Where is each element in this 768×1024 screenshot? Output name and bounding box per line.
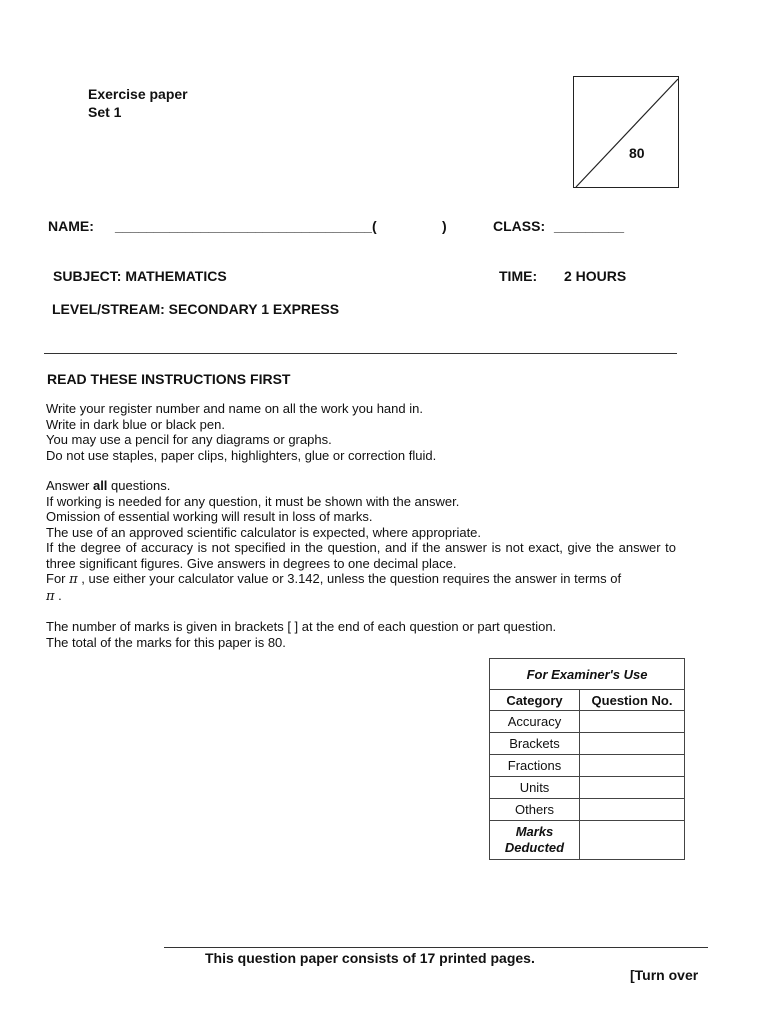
marks-deducted-line2: Deducted (504, 840, 565, 855)
instruction-line: Write in dark blue or black pen. (46, 416, 225, 432)
category-cell: Accuracy (490, 711, 580, 733)
instructions-block-2 (46, 478, 676, 604)
name-field[interactable]: _________________________________( (115, 218, 377, 234)
marks-deducted-line1: Marks (515, 824, 554, 839)
category-cell: Units (490, 777, 580, 799)
instruction-line: The use of an approved scientific calculator is expected, where appropriate. (46, 524, 482, 540)
time-label: TIME: (499, 268, 538, 284)
instructions-block-3 (46, 619, 676, 650)
footer-divider (164, 947, 708, 948)
name-label: NAME: (48, 218, 94, 234)
table-row (490, 733, 685, 755)
column-header-question-no: Question No. (580, 690, 685, 711)
question-no-cell[interactable] (580, 711, 685, 733)
register-number-close: ) (442, 218, 447, 234)
marks-deducted-cell[interactable] (580, 821, 685, 860)
marks-deducted-label (490, 821, 580, 860)
category-cell: Fractions (490, 755, 580, 777)
instruction-line: The total of the marks for this paper is 80. (46, 634, 286, 650)
instruction-accuracy: If the degree of accuracy is not specified in the question, and if the answer is not exact, give the answer to three significant figures. Give answers in degrees to one decimal place. (46, 540, 676, 571)
instruction-line: Do not use staples, paper clips, highlighters, glue or correction fluid. (46, 447, 437, 463)
subject: SUBJECT: MATHEMATICS (53, 268, 227, 284)
class-label: CLASS: (493, 218, 546, 234)
instruction-line: If working is needed for any question, it must be shown with the answer. (46, 493, 460, 509)
pi-symbol: π (69, 572, 78, 587)
table-row (490, 755, 685, 777)
total-marks: 80 (629, 145, 645, 161)
question-no-cell[interactable] (580, 777, 685, 799)
question-no-cell[interactable] (580, 755, 685, 777)
instructions-heading: READ THESE INSTRUCTIONS FIRST (47, 371, 291, 387)
paper-title-line1: Exercise paper (88, 86, 188, 102)
instruction-pi-end (46, 588, 676, 605)
time-value: 2 HOURS (564, 268, 627, 284)
column-header-category: Category (490, 690, 580, 711)
table-row (490, 777, 685, 799)
pi-pre: For (46, 571, 70, 586)
instruction-line: The number of marks is given in brackets [ ] at the end of each question or part question. (46, 619, 557, 634)
table-row (490, 711, 685, 733)
question-no-cell[interactable] (580, 799, 685, 821)
examiner-table-title: For Examiner's Use (490, 659, 685, 690)
instruction-line (46, 478, 676, 494)
class-field[interactable]: _________ (554, 218, 625, 234)
category-cell: Others (490, 799, 580, 821)
mark-box-diagonal (574, 77, 680, 189)
table-row (490, 821, 685, 860)
instruction-line: Write your register number and name on all the work you hand in. (46, 401, 423, 416)
question-no-cell[interactable] (580, 733, 685, 755)
page-count-note: This question paper consists of 17 printed pages. (205, 950, 535, 966)
paper-set: Set 1 (88, 104, 122, 120)
instructions-block-1 (46, 401, 676, 463)
answer-pre: Answer (46, 478, 93, 493)
instruction-pi (46, 571, 676, 588)
pi-symbol-end: π (46, 588, 55, 604)
answer-post: questions. (107, 478, 171, 493)
total-marks-box (573, 76, 679, 188)
paper-title (88, 85, 188, 121)
instruction-line: You may use a pencil for any diagrams or graphs. (46, 432, 332, 447)
instruction-line: Omission of essential working will result in loss of marks. (46, 509, 373, 524)
table-row (490, 799, 685, 821)
answer-all-emphasis: all (92, 478, 108, 493)
pi-post: , use either your calculator value or 3.142, unless the question requires the answer in terms of (77, 571, 622, 586)
examiner-use-table (489, 658, 685, 860)
category-cell: Brackets (490, 733, 580, 755)
level-stream: LEVEL/STREAM: SECONDARY 1 EXPRESS (52, 301, 340, 317)
pi-end: . (54, 587, 62, 603)
turn-over-note: [Turn over (630, 967, 699, 983)
header-divider (44, 353, 677, 354)
